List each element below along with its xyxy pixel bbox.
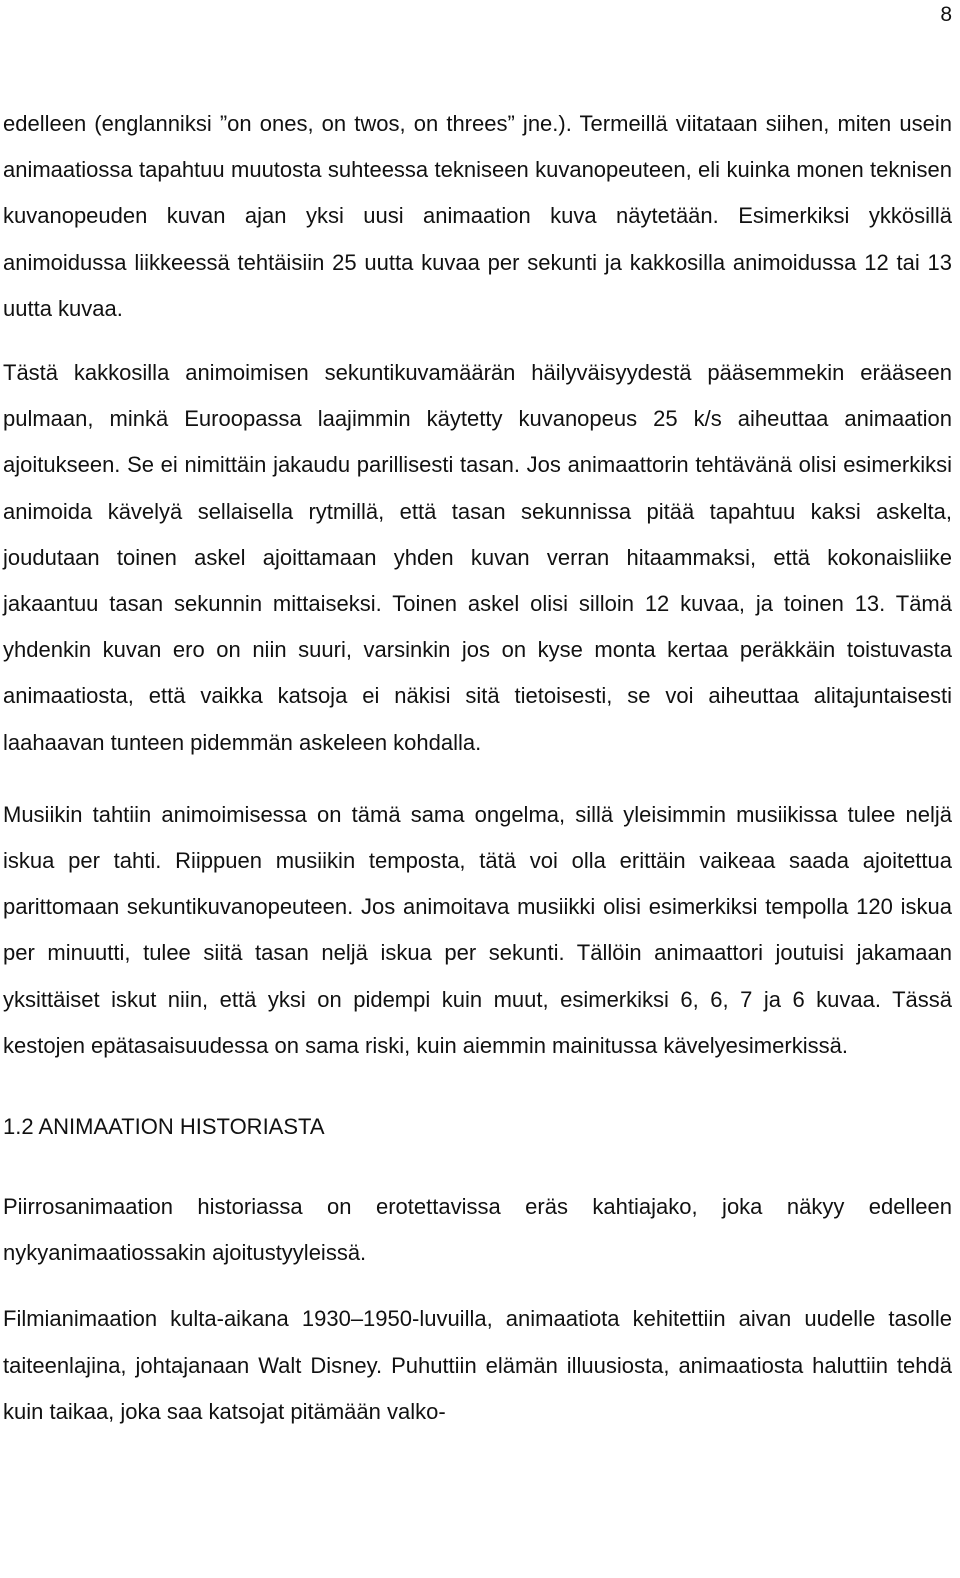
paragraph-spacer [3, 332, 952, 350]
paragraph-music-timing: Musiikin tahtiin animoimisessa on tämä sama ongelma, sillä yleisimmin musiikissa tulee neljä iskua per tahti. Riippuen musiikin temposta, tätä voi olla erittäin vaikeaa saada ajoitettua parittomaan sekuntikuvanopeuteen. Jos animoitava musiikki olisi esimerkiksi tempolla 120 iskua per minuutti, tulee siitä tasan neljä iskua per sekunti. Tällöin animaattori joutuisi jakamaan yksittäiset iskut niin, että yksi on pidempi kuin muut, esimerkiksi 6, 6, 7 ja 6 kuvaa. Tässä kestojen epätasaisuudessa on sama riski, kuin aiemmin mainitussa kävelyesimerkissä. [3, 801, 952, 1058]
paragraph-spacer [3, 1276, 952, 1296]
paragraph-frame-timing: edelleen (englanniksi ”on ones, on twos, on threes” jne.). Termeillä viitataan siihen, miten usein animaatiossa tapahtuu muutosta suhteessa tekniseen kuvanopeuteen, eli kuinka monen teknisen kuvanopeuden kuvan ajan yksi uusi animaation kuva näytetään. Esimerkiksi ykkösillä animoidussa liikkeessä tehtäisiin 25 uutta kuvaa per sekunti ja kakkosilla animoidussa 12 tai 13 uutta kuvaa. [3, 111, 952, 321]
paragraph-spacer [3, 766, 952, 792]
document-body [3, 101, 952, 1435]
paragraph-golden-age: Filmianimaation kulta-aikana 1930–1950-luvuilla, animaatiota kehitettiin aivan uudelle tasolle taiteenlajina, johtajanaan Walt Disney. Puhuttiin elämän illuusiosta, animaatiosta haluttiin tehdä kuin taikaa, joka saa katsojat pitämään valko- [3, 1306, 952, 1424]
paragraph-frame-rate-problem: Tästä kakkosilla animoimisen sekuntikuvamäärän häilyväisyydestä pääsemmekin erääseen pulmaan, minkä Euroopassa laajimmin käytetty kuvanopeus 25 k/s aiheuttaa animaation ajoitukseen. Se ei nimittäin jakaudu parillisesti tasan. Jos animaattorin tehtävänä olisi esimerkiksi animoida kävelyä sellaisella rytmillä, että tasan sekunnissa pitää tapahtuu kaksi askelta, joudutaan toinen askel ajoittamaan yhden kuvan verran hitaammaksi, että kokonaisliike jakaantuu tasan sekunnin mittaiseksi. Toinen askel olisi silloin 12 kuvaa, ja toinen 13. Tämä yhdenkin kuvan ero on niin suuri, varsinkin jos on kyse monta kertaa peräkkäin toistuvasta animaatiosta, että vaikka katsoja ei näkisi sitä tietoisesti, se voi aiheuttaa alitajuntaisesti laahaavan tunteen pidemmän askeleen kohdalla. [3, 360, 952, 755]
paragraph-spacer [3, 1150, 952, 1184]
section-heading: 1.2 ANIMAATION HISTORIASTA [3, 1114, 325, 1140]
paragraph-history-intro: Piirrosanimaation historiassa on erotettavissa eräs kahtiajako, joka näkyy edelleen nykyanimaatiossakin ajoitustyyleissä. [3, 1194, 952, 1266]
paragraph-spacer [3, 1069, 952, 1104]
page-number: 8 [940, 3, 952, 26]
